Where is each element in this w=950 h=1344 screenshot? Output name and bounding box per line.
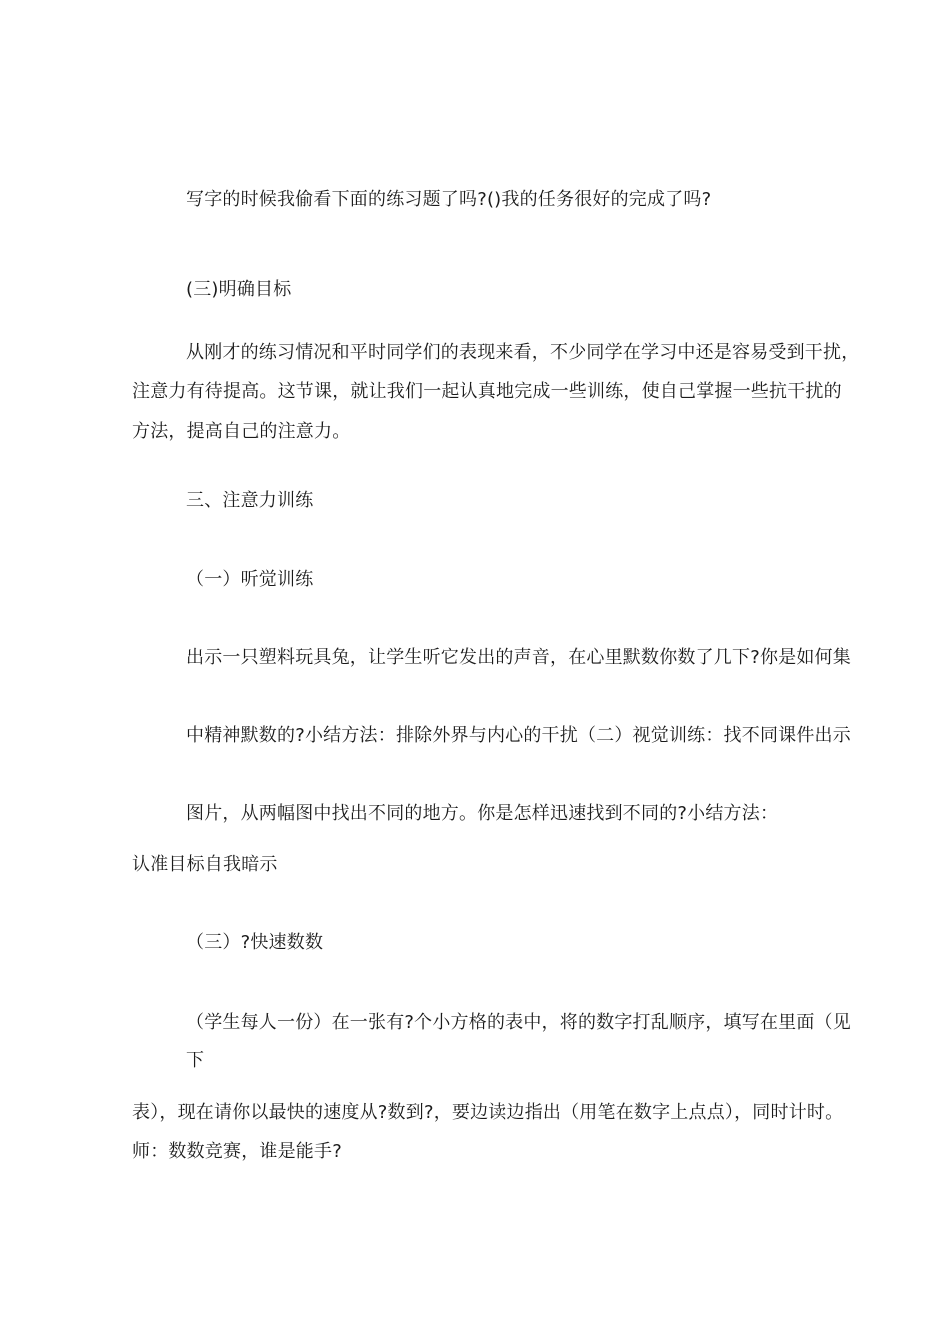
section-heading: (三)明确目标 [186,279,292,300]
paragraph-line: （学生每人一份）在一张有?个小方格的表中，将的数字打乱顺序，填写在里面（见 [186,1012,851,1033]
paragraph-line: 方法，提高自己的注意力。 [132,421,351,442]
paragraph-line: 表），现在请你以最快的速度从?数到?，要边读边指出（用笔在数字上点点），同时计时。 [132,1102,844,1123]
paragraph-line: 师：数数竞赛，谁是能手? [132,1141,342,1162]
paragraph-line: 出示一只塑料玩具兔，让学生听它发出的声音，在心里默数你数了几下?你是如何集 [186,647,851,668]
section-heading: 三、注意力训练 [186,490,314,511]
paragraph-line: 注意力有待提高。这节课，就让我们一起认真地完成一些训练，使自己掌握一些抗干扰的 [132,381,842,402]
paragraph-line: 认准目标自我暗示 [132,854,278,875]
subsection-heading: （三）?快速数数 [186,932,324,953]
paragraph-line: 中精神默数的?小结方法：排除外界与内心的干扰（二）视觉训练：找不同课件出示 [186,725,851,746]
paragraph-line: 下 [186,1050,205,1071]
paragraph-line: 从刚才的练习情况和平时同学们的表现来看，不少同学在学习中还是容易受到干扰， [186,342,860,363]
paragraph-line: 写字的时候我偷看下面的练习题了吗?()我的任务很好的完成了吗? [186,189,712,210]
subsection-heading: （一）听觉训练 [186,569,314,590]
paragraph-line: 图片，从两幅图中找出不同的地方。你是怎样迅速找到不同的?小结方法： [186,803,779,824]
